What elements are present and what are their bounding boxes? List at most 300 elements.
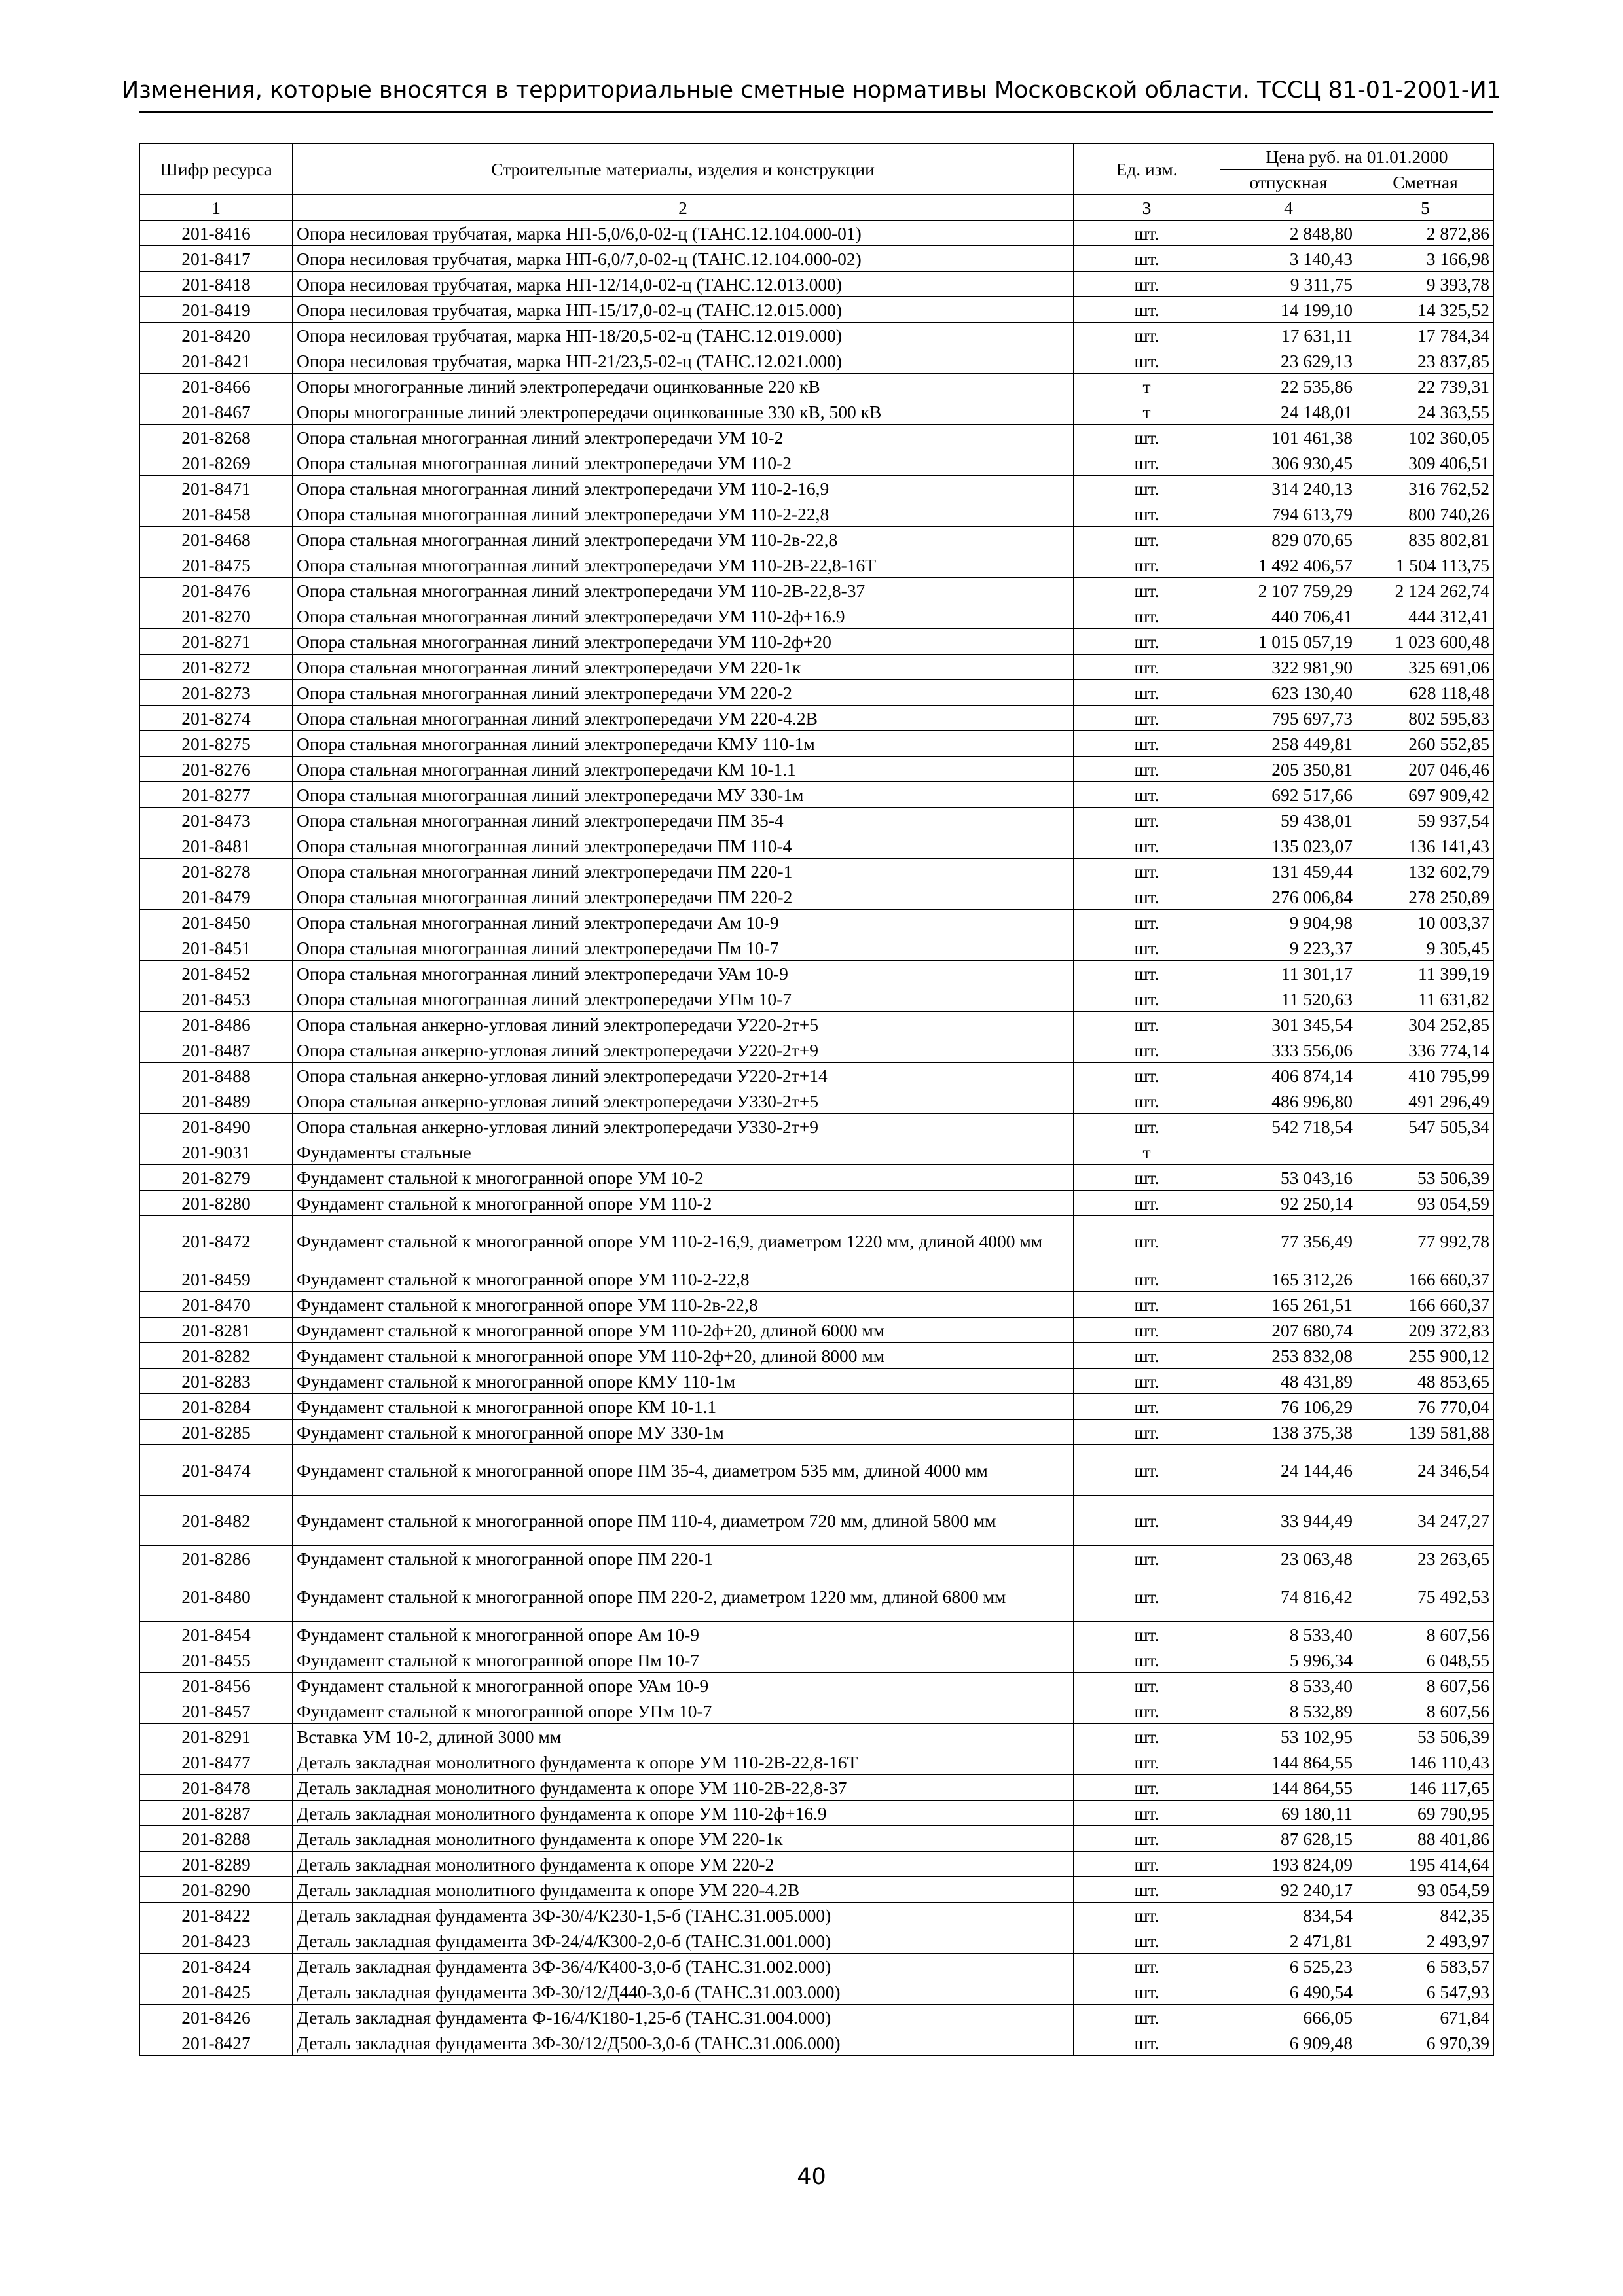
table-row <box>140 1063 1494 1088</box>
unit: шт. <box>1074 1037 1220 1063</box>
resource-name: Опора несиловая трубчатая, марка НП-12/14,0-02-ц (ТАНС.12.013.000) <box>293 272 1074 297</box>
table-row <box>140 476 1494 501</box>
release-price: 87 628,15 <box>1220 1826 1357 1852</box>
estimate-price: 11 631,82 <box>1357 986 1494 1012</box>
release-price: 794 613,79 <box>1220 501 1357 527</box>
resource-code: 201-8287 <box>140 1801 293 1826</box>
resource-code: 201-8454 <box>140 1622 293 1647</box>
header-name: Строительные материалы, изделия и конструкции <box>293 144 1074 195</box>
release-price: 834,54 <box>1220 1903 1357 1928</box>
resource-code: 201-8417 <box>140 246 293 272</box>
unit: шт. <box>1074 1216 1220 1266</box>
table-row <box>140 1343 1494 1369</box>
resource-name: Опора стальная анкерно-угловая линий электропередачи У220-2т+14 <box>293 1063 1074 1088</box>
resource-code: 201-8474 <box>140 1445 293 1496</box>
estimate-price: 207 046,46 <box>1357 757 1494 782</box>
resource-code: 201-8470 <box>140 1292 293 1318</box>
resource-code: 201-8452 <box>140 961 293 986</box>
resource-name: Опора стальная анкерно-угловая линий электропередачи У220-2т+5 <box>293 1012 1074 1037</box>
resource-code: 201-8425 <box>140 1979 293 2005</box>
release-price: 9 311,75 <box>1220 272 1357 297</box>
table-row <box>140 1139 1494 1165</box>
unit: шт. <box>1074 1420 1220 1445</box>
unit: шт. <box>1074 1954 1220 1979</box>
table-row <box>140 1622 1494 1647</box>
resource-code: 201-8276 <box>140 757 293 782</box>
resource-name: Деталь закладная фундамента 3Ф-36/4/К400-3,0-б (ТАНС.31.002.000) <box>293 1954 1074 1979</box>
estimate-price <box>1357 1139 1494 1165</box>
unit: шт. <box>1074 476 1220 501</box>
resource-name: Опора несиловая трубчатая, марка НП-18/20,5-02-ц (ТАНС.12.019.000) <box>293 323 1074 348</box>
estimate-price: 278 250,89 <box>1357 884 1494 910</box>
resource-code: 201-8453 <box>140 986 293 1012</box>
table-row <box>140 782 1494 808</box>
release-price: 131 459,44 <box>1220 859 1357 884</box>
table-row <box>140 1979 1494 2005</box>
estimate-price: 146 117,65 <box>1357 1775 1494 1801</box>
resource-name: Вставка УМ 10-2, длиной 3000 мм <box>293 1724 1074 1749</box>
table-row <box>140 1877 1494 1903</box>
unit: шт. <box>1074 2030 1220 2056</box>
unit: шт. <box>1074 1979 1220 2005</box>
resource-name: Опора стальная многогранная линий электропередачи ПМ 35-4 <box>293 808 1074 833</box>
resource-name: Деталь закладная монолитного фундамента к опоре УМ 110-2В-22,8-37 <box>293 1775 1074 1801</box>
release-price: 2 107 759,29 <box>1220 578 1357 603</box>
resource-name: Опора стальная анкерно-угловая линий электропередачи У330-2т+9 <box>293 1114 1074 1139</box>
resource-name: Фундамент стальной к многогранной опоре УПм 10-7 <box>293 1698 1074 1724</box>
estimate-price: 491 296,49 <box>1357 1088 1494 1114</box>
unit: шт. <box>1074 221 1220 246</box>
unit: шт. <box>1074 782 1220 808</box>
table-row <box>140 1724 1494 1749</box>
estimate-price: 697 909,42 <box>1357 782 1494 808</box>
release-price: 486 996,80 <box>1220 1088 1357 1114</box>
unit: шт. <box>1074 425 1220 450</box>
estimate-price: 6 547,93 <box>1357 1979 1494 2005</box>
resource-code: 201-8472 <box>140 1216 293 1266</box>
release-price: 314 240,13 <box>1220 476 1357 501</box>
resource-name: Опора стальная многогранная линий электропередачи УМ 220-1к <box>293 655 1074 680</box>
resource-code: 201-8291 <box>140 1724 293 1749</box>
release-price: 207 680,74 <box>1220 1318 1357 1343</box>
unit: шт. <box>1074 1266 1220 1292</box>
estimate-price: 209 372,83 <box>1357 1318 1494 1343</box>
release-price: 33 944,49 <box>1220 1496 1357 1546</box>
resource-name: Опора стальная многогранная линий электропередачи УАм 10-9 <box>293 961 1074 986</box>
estimate-price: 23 837,85 <box>1357 348 1494 374</box>
estimate-price: 59 937,54 <box>1357 808 1494 833</box>
table-head <box>140 144 1494 221</box>
estimate-price: 1 023 600,48 <box>1357 629 1494 655</box>
unit: шт. <box>1074 1826 1220 1852</box>
resource-code: 201-8271 <box>140 629 293 655</box>
unit: шт. <box>1074 680 1220 706</box>
unit: шт. <box>1074 655 1220 680</box>
unit: шт. <box>1074 450 1220 476</box>
release-price: 440 706,41 <box>1220 603 1357 629</box>
estimate-price: 93 054,59 <box>1357 1877 1494 1903</box>
resource-code: 201-8478 <box>140 1775 293 1801</box>
resource-code: 201-8488 <box>140 1063 293 1088</box>
release-price: 692 517,66 <box>1220 782 1357 808</box>
resource-name: Деталь закладная монолитного фундамента к опоре УМ 110-2В-22,8-16Т <box>293 1749 1074 1775</box>
resource-code: 201-8456 <box>140 1673 293 1698</box>
estimate-price: 146 110,43 <box>1357 1749 1494 1775</box>
header-rule <box>139 111 1493 113</box>
table-row <box>140 757 1494 782</box>
header-release-price: отпускная <box>1220 170 1357 195</box>
estimate-price: 195 414,64 <box>1357 1852 1494 1877</box>
resource-name: Фундамент стальной к многогранной опоре ПМ 110-4, диаметром 720 мм, длиной 5800 мм <box>293 1496 1074 1546</box>
table-row <box>140 323 1494 348</box>
estimate-price: 102 360,05 <box>1357 425 1494 450</box>
unit: шт. <box>1074 603 1220 629</box>
resource-code: 201-8480 <box>140 1571 293 1622</box>
table-row <box>140 1114 1494 1139</box>
unit: шт. <box>1074 323 1220 348</box>
resource-name: Фундамент стальной к многогранной опоре УАм 10-9 <box>293 1673 1074 1698</box>
release-price: 8 532,89 <box>1220 1698 1357 1724</box>
table-row <box>140 655 1494 680</box>
unit: шт. <box>1074 757 1220 782</box>
resource-code: 201-8479 <box>140 884 293 910</box>
unit: шт. <box>1074 1775 1220 1801</box>
resource-code: 201-8284 <box>140 1394 293 1420</box>
table-row <box>140 2030 1494 2056</box>
unit: шт. <box>1074 1292 1220 1318</box>
table-row <box>140 1445 1494 1496</box>
table-row <box>140 1394 1494 1420</box>
table-row <box>140 1775 1494 1801</box>
table-row <box>140 1954 1494 1979</box>
resource-name: Опора несиловая трубчатая, марка НП-21/23,5-02-ц (ТАНС.12.021.000) <box>293 348 1074 374</box>
table-row <box>140 246 1494 272</box>
estimate-price: 842,35 <box>1357 1903 1494 1928</box>
release-price: 92 250,14 <box>1220 1191 1357 1216</box>
table-body <box>140 221 1494 2056</box>
release-price: 74 816,42 <box>1220 1571 1357 1622</box>
unit: шт. <box>1074 706 1220 731</box>
estimate-price: 23 263,65 <box>1357 1546 1494 1571</box>
table-row <box>140 2005 1494 2030</box>
unit: шт. <box>1074 1088 1220 1114</box>
column-number: 4 <box>1220 195 1357 221</box>
release-price: 53 102,95 <box>1220 1724 1357 1749</box>
unit: шт. <box>1074 1877 1220 1903</box>
release-price: 48 431,89 <box>1220 1369 1357 1394</box>
resource-code: 201-8274 <box>140 706 293 731</box>
resource-code: 201-8477 <box>140 1749 293 1775</box>
estimate-price: 9 393,78 <box>1357 272 1494 297</box>
release-price: 9 904,98 <box>1220 910 1357 935</box>
resource-name: Опора стальная многогранная линий электропередачи УМ 110-2в-22,8 <box>293 527 1074 552</box>
page-header: Изменения, которые вносятся в территориальные сметные нормативы Московской области. ТССЦ 81-01-2001-И1 <box>121 77 1502 103</box>
estimate-price: 136 141,43 <box>1357 833 1494 859</box>
resource-name: Опора стальная многогранная линий электропередачи УМ 110-2 <box>293 450 1074 476</box>
estimate-price: 34 247,27 <box>1357 1496 1494 1546</box>
release-price: 9 223,37 <box>1220 935 1357 961</box>
table-row <box>140 603 1494 629</box>
page-number: 40 <box>797 2164 826 2190</box>
table-row <box>140 629 1494 655</box>
resource-name: Фундамент стальной к многогранной опоре Ам 10-9 <box>293 1622 1074 1647</box>
table-row <box>140 552 1494 578</box>
resource-code: 201-8288 <box>140 1826 293 1852</box>
column-number-row <box>140 195 1494 221</box>
column-number: 5 <box>1357 195 1494 221</box>
resource-name: Фундамент стальной к многогранной опоре УМ 110-2ф+20, длиной 8000 мм <box>293 1343 1074 1369</box>
release-price: 101 461,38 <box>1220 425 1357 450</box>
estimate-price: 6 048,55 <box>1357 1647 1494 1673</box>
resource-name: Опора несиловая трубчатая, марка НП-6,0/7,0-02-ц (ТАНС.12.104.000-02) <box>293 246 1074 272</box>
unit: шт. <box>1074 1394 1220 1420</box>
release-price: 23 063,48 <box>1220 1546 1357 1571</box>
release-price: 53 043,16 <box>1220 1165 1357 1191</box>
unit: шт. <box>1074 246 1220 272</box>
release-price: 301 345,54 <box>1220 1012 1357 1037</box>
resource-name: Опора стальная многогранная линий электропередачи УМ 110-2ф+16.9 <box>293 603 1074 629</box>
table-row <box>140 1496 1494 1546</box>
resource-name: Деталь закладная монолитного фундамента к опоре УМ 110-2ф+16.9 <box>293 1801 1074 1826</box>
resource-name: Деталь закладная фундамента Ф-16/4/К180-1,25-б (ТАНС.31.004.000) <box>293 2005 1074 2030</box>
release-price: 6 525,23 <box>1220 1954 1357 1979</box>
release-price: 5 996,34 <box>1220 1647 1357 1673</box>
release-price: 306 930,45 <box>1220 450 1357 476</box>
table-row <box>140 1801 1494 1826</box>
table-row <box>140 221 1494 246</box>
unit: шт. <box>1074 1191 1220 1216</box>
release-price: 258 449,81 <box>1220 731 1357 757</box>
resource-code: 201-8280 <box>140 1191 293 1216</box>
resource-code: 201-8286 <box>140 1546 293 1571</box>
column-number: 1 <box>140 195 293 221</box>
release-price: 322 981,90 <box>1220 655 1357 680</box>
resource-name: Опора стальная анкерно-угловая линий электропередачи У330-2т+5 <box>293 1088 1074 1114</box>
table-row <box>140 1216 1494 1266</box>
release-price: 6 909,48 <box>1220 2030 1357 2056</box>
resource-name: Фундамент стальной к многогранной опоре ПМ 220-1 <box>293 1546 1074 1571</box>
resource-code: 201-8277 <box>140 782 293 808</box>
resource-name: Опора стальная многогранная линий электропередачи МУ 330-1м <box>293 782 1074 808</box>
unit: шт. <box>1074 731 1220 757</box>
table-row <box>140 680 1494 706</box>
estimate-price: 139 581,88 <box>1357 1420 1494 1445</box>
release-price: 11 520,63 <box>1220 986 1357 1012</box>
resource-name: Опора стальная многогранная линий электропередачи ПМ 110-4 <box>293 833 1074 859</box>
resource-code: 201-8273 <box>140 680 293 706</box>
resource-code: 201-8471 <box>140 476 293 501</box>
unit: шт. <box>1074 578 1220 603</box>
resource-code: 201-9031 <box>140 1139 293 1165</box>
release-price: 24 148,01 <box>1220 399 1357 425</box>
resource-code: 201-8450 <box>140 910 293 935</box>
table-row <box>140 1852 1494 1877</box>
release-price: 276 006,84 <box>1220 884 1357 910</box>
unit: шт. <box>1074 1749 1220 1775</box>
unit: шт. <box>1074 986 1220 1012</box>
resource-code: 201-8490 <box>140 1114 293 1139</box>
resource-code: 201-8473 <box>140 808 293 833</box>
estimate-price: 24 363,55 <box>1357 399 1494 425</box>
release-price: 14 199,10 <box>1220 297 1357 323</box>
resource-code: 201-8476 <box>140 578 293 603</box>
release-price: 77 356,49 <box>1220 1216 1357 1266</box>
estimate-price: 6 970,39 <box>1357 2030 1494 2056</box>
resource-code: 201-8418 <box>140 272 293 297</box>
table-row <box>140 935 1494 961</box>
table-row <box>140 731 1494 757</box>
release-price: 59 438,01 <box>1220 808 1357 833</box>
resource-name: Фундамент стальной к многогранной опоре Пм 10-7 <box>293 1647 1074 1673</box>
release-price: 2 471,81 <box>1220 1928 1357 1954</box>
release-price: 24 144,46 <box>1220 1445 1357 1496</box>
table-row <box>140 1546 1494 1571</box>
release-price: 22 535,86 <box>1220 374 1357 399</box>
resource-name: Опора стальная многогранная линий электропередачи ПМ 220-2 <box>293 884 1074 910</box>
resource-code: 201-8269 <box>140 450 293 476</box>
table-row <box>140 1165 1494 1191</box>
resource-name: Опора стальная многогранная линий электропередачи УМ 10-2 <box>293 425 1074 450</box>
release-price: 144 864,55 <box>1220 1775 1357 1801</box>
resource-code: 201-8475 <box>140 552 293 578</box>
estimate-price: 6 583,57 <box>1357 1954 1494 1979</box>
release-price: 1 492 406,57 <box>1220 552 1357 578</box>
table-row <box>140 706 1494 731</box>
estimate-price: 8 607,56 <box>1357 1698 1494 1724</box>
estimate-price: 410 795,99 <box>1357 1063 1494 1088</box>
table-row <box>140 1088 1494 1114</box>
release-price: 193 824,09 <box>1220 1852 1357 1877</box>
estimate-price: 69 790,95 <box>1357 1801 1494 1826</box>
table-row <box>140 297 1494 323</box>
table-row <box>140 986 1494 1012</box>
resource-code: 201-8427 <box>140 2030 293 2056</box>
resource-name: Деталь закладная фундамента 3Ф-24/4/К300-2,0-б (ТАНС.31.001.000) <box>293 1928 1074 1954</box>
unit: шт. <box>1074 1903 1220 1928</box>
estimate-price: 325 691,06 <box>1357 655 1494 680</box>
unit: шт. <box>1074 833 1220 859</box>
estimate-price: 24 346,54 <box>1357 1445 1494 1496</box>
unit: шт. <box>1074 297 1220 323</box>
table-row <box>140 348 1494 374</box>
resource-code: 201-8289 <box>140 1852 293 1877</box>
resource-code: 201-8282 <box>140 1343 293 1369</box>
estimate-price: 75 492,53 <box>1357 1571 1494 1622</box>
unit: шт. <box>1074 884 1220 910</box>
table-row <box>140 501 1494 527</box>
table-row <box>140 1826 1494 1852</box>
release-price: 23 629,13 <box>1220 348 1357 374</box>
estimate-price: 316 762,52 <box>1357 476 1494 501</box>
release-price: 144 864,55 <box>1220 1749 1357 1775</box>
resource-code: 201-8455 <box>140 1647 293 1673</box>
estimate-price: 835 802,81 <box>1357 527 1494 552</box>
resource-name: Фундамент стальной к многогранной опоре ПМ 35-4, диаметром 535 мм, длиной 4000 мм <box>293 1445 1074 1496</box>
release-price: 406 874,14 <box>1220 1063 1357 1088</box>
release-price: 333 556,06 <box>1220 1037 1357 1063</box>
table-row <box>140 1571 1494 1622</box>
table-row <box>140 1749 1494 1775</box>
resource-name: Опора несиловая трубчатая, марка НП-15/17,0-02-ц (ТАНС.12.015.000) <box>293 297 1074 323</box>
unit: шт. <box>1074 272 1220 297</box>
estimate-price: 17 784,34 <box>1357 323 1494 348</box>
estimate-price: 22 739,31 <box>1357 374 1494 399</box>
table-row <box>140 578 1494 603</box>
release-price: 76 106,29 <box>1220 1394 1357 1420</box>
table-row <box>140 272 1494 297</box>
unit: шт. <box>1074 2005 1220 2030</box>
release-price: 666,05 <box>1220 2005 1357 2030</box>
unit: шт. <box>1074 1318 1220 1343</box>
estimate-price: 3 166,98 <box>1357 246 1494 272</box>
unit: шт. <box>1074 1571 1220 1622</box>
unit: шт. <box>1074 1546 1220 1571</box>
resource-name: Опора стальная многогранная линий электропередачи УМ 220-4.2В <box>293 706 1074 731</box>
unit: т <box>1074 374 1220 399</box>
estimate-price: 11 399,19 <box>1357 961 1494 986</box>
unit: шт. <box>1074 961 1220 986</box>
column-number: 2 <box>293 195 1074 221</box>
release-price: 135 023,07 <box>1220 833 1357 859</box>
release-price <box>1220 1139 1357 1165</box>
resource-code: 201-8458 <box>140 501 293 527</box>
unit: шт. <box>1074 1445 1220 1496</box>
release-price: 11 301,17 <box>1220 961 1357 986</box>
resource-code: 201-8467 <box>140 399 293 425</box>
resource-name: Деталь закладная монолитного фундамента к опоре УМ 220-2 <box>293 1852 1074 1877</box>
unit: т <box>1074 399 1220 425</box>
table-row <box>140 1292 1494 1318</box>
estimate-price: 88 401,86 <box>1357 1826 1494 1852</box>
table-row <box>140 1369 1494 1394</box>
resource-name: Опора стальная многогранная линий электропередачи УМ 110-2В-22,8-16Т <box>293 552 1074 578</box>
estimate-price: 304 252,85 <box>1357 1012 1494 1037</box>
estimate-price: 802 595,83 <box>1357 706 1494 731</box>
header-unit: Ед. изм. <box>1074 144 1220 195</box>
unit: шт. <box>1074 1012 1220 1037</box>
estimate-price: 10 003,37 <box>1357 910 1494 935</box>
release-price: 2 848,80 <box>1220 221 1357 246</box>
resource-code: 201-8426 <box>140 2005 293 2030</box>
unit: шт. <box>1074 1801 1220 1826</box>
estimate-price: 260 552,85 <box>1357 731 1494 757</box>
release-price: 8 533,40 <box>1220 1673 1357 1698</box>
resource-name: Опора стальная многогранная линий электропередачи ПМ 220-1 <box>293 859 1074 884</box>
estimate-price: 255 900,12 <box>1357 1343 1494 1369</box>
resource-name: Деталь закладная фундамента 3Ф-30/12/Д500-3,0-б (ТАНС.31.006.000) <box>293 2030 1074 2056</box>
header-code: Шифр ресурса <box>140 144 293 195</box>
estimate-price: 77 992,78 <box>1357 1216 1494 1266</box>
estimate-price: 1 504 113,75 <box>1357 552 1494 578</box>
unit: шт. <box>1074 935 1220 961</box>
estimate-price: 53 506,39 <box>1357 1724 1494 1749</box>
unit: шт. <box>1074 527 1220 552</box>
table-row <box>140 1673 1494 1698</box>
resource-name: Фундамент стальной к многогранной опоре УМ 110-2ф+20, длиной 6000 мм <box>293 1318 1074 1343</box>
table-row <box>140 1698 1494 1724</box>
unit: шт. <box>1074 1724 1220 1749</box>
estimate-price: 48 853,65 <box>1357 1369 1494 1394</box>
resource-code: 201-8459 <box>140 1266 293 1292</box>
unit: шт. <box>1074 501 1220 527</box>
estimate-price: 132 602,79 <box>1357 859 1494 884</box>
release-price: 165 261,51 <box>1220 1292 1357 1318</box>
estimate-price: 336 774,14 <box>1357 1037 1494 1063</box>
estimate-price: 2 872,86 <box>1357 221 1494 246</box>
table-row <box>140 1647 1494 1673</box>
release-price: 253 832,08 <box>1220 1343 1357 1369</box>
estimate-price: 9 305,45 <box>1357 935 1494 961</box>
